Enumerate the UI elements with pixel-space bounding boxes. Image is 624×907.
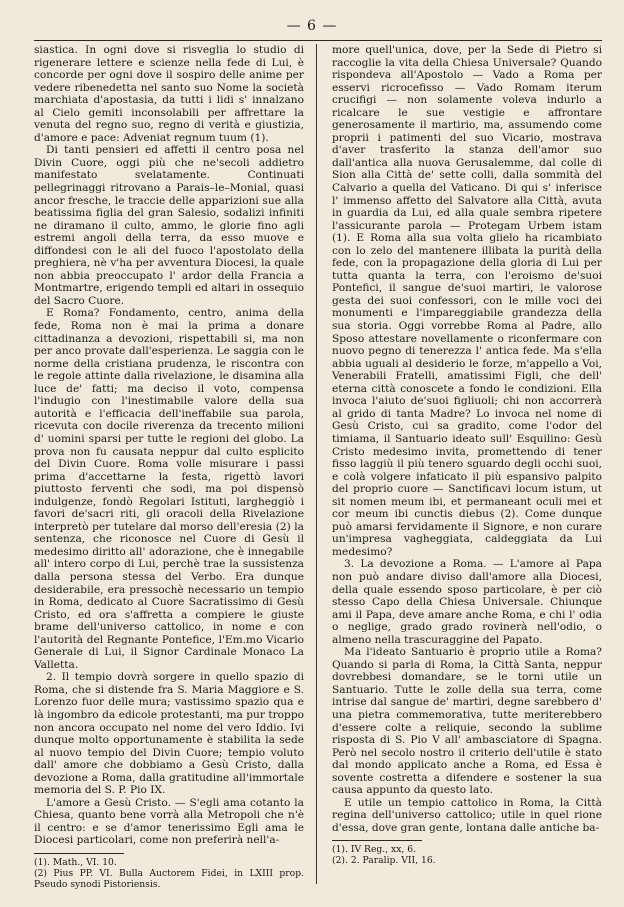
page-number: — 6 — (286, 18, 338, 34)
paragraph: E utile un tempio cattolico in Roma, la Città regina dell'universo cattolico; utile in quel rione d'essa, dove gran gente, lontana dalle antiche ba- (332, 796, 602, 834)
column-divider (316, 44, 317, 884)
paragraph: 3. La devozione a Roma. — L'amore al Papa non può andare diviso dall'amore alla Diocesi, della quale essendo sposo particolare, è per ciò stesso Capo della Chiesa Universale. Chiunque ami il Papa, deve amare anche Roma, e chi l' odia o neglige, grado grado rovinerà nell'odio, o almeno nella trascuraggine del Papato. (332, 558, 602, 646)
paragraph: E Roma? Fondamento, centro, anima della fede, Roma non è mai la prima a donare cittadinanza a devozioni, rispettabili si, ma non per anco provate dall'esperienza. Le saggia con le norme della cristiana prudenza, le riscontra con le regole attinte dalla rivelazione, le disamina alla luce de' fatti; ma deciso il voto, compensa l'indugio con l'inestimabile valore della sua autorità e l'efficacia dell'ineffabile sua parola, ricevuta con docile riverenza da trecento milioni d' uomini sparsi per tutte le regioni del globo. La prova non fu causata neppur dal culto esplicito del Divin Cuore. Roma volle misurare i passi prima d'accettarne la festa, rigettò lavori piuttosto ferventi che sodi, ma poi dispensò indulgenze, fondò Regolari Istituti, largheggiò i favori de'sacri riti, gli oracoli della Rivelazione interpretò per tutelare dal morso dell'eresia (2) la sentenza, che riconosce nel Cuore di Gesù il medesimo diritto all' adorazione, che è innegabile all' intero corpo di Lui, perchè trae la sussistenza dalla persona stessa del Verbo. Era dunque desiderabile, era pressochè necessario un tempio in Roma, dedicato al Cuore Sacratissimo di Gesù Cristo, ed ora s'affretta a compiere le giuste brame dell'universo cattolico, in nome e con l'autorità del Regnante Pontefice, l'Em.mo Vicario Generale di Lui, il Signor Cardinale Monaco La Valletta. (34, 307, 304, 671)
footnote-rule (332, 840, 422, 841)
paragraph: Ma l'ideato Santuario è proprio utile a Roma? Quando si parla di Roma, la Città Santa, neppur dovrebbesi domandare, se le torni utile un Santuario. Tutte le zolle della sua terra, come intrise dal sangue de' martiri, degne sarebbero d' una pietra commemorativa, tutte meriterebbero d'essere colte a reliquie, secondo la sublime risposta di S. Pio V all' ambasciatore di Spagna. Però nel secolo nostro il criterio dell'utile è stato dal mondo applicato anche a Roma, ed Essa è sovente costretta a difendere e sostener la sua causa appunto da questo lato. (332, 646, 602, 797)
paragraph: siastica. In ogni dove si risveglia lo studio di rigenerare lettere e scienze nella fede di Lui, è concorde per ogni dove il sospiro delle anime per vedere ribenedetta nel santo suo Nome la società marchiata d'apostasia, da tutti i lidi s' innalzano al Cielo gemiti inconsolabili per affrettare la venuta del regno suo, regno di verità e giustizia, d'amore e pace: Adveniat regnum tuum (1). (34, 44, 304, 144)
header-rule (34, 40, 602, 41)
paragraph: more quell'unica, dove, per la Sede di Pietro si raccoglie la vita della Chiesa Universale? Quando rispondeva all'Apostolo — Vado a Roma per esservi ricrocefisso — Vado Romam iterum crucifigi — non solamente voleva indurlo a ricalcare le sue vestigie e affrontare generosamente il martirio, ma, assumendo come proprii i patimenti del suo Vicario, mostrava d'aver trasferito la stanza dell'amor suo dall'antica alla nuova Gerusalemme, dal colle di Sion alla Città de' sette colli, dalla sommità del Calvario a quella del Vaticano. Di qui s' inferisce l' immenso affetto del Salvatore alla Città, avuta in guardia da Lui, ed alla quale sembra ripetere l'assicurante parola — Protegam Urbem istam (1). E Roma alla sua volta glielo ha ricambiato con lo zelo del mantenere illibata la purità della fede, con la propagazione della gloria di Lui per tutta quanta la terra, con l'eroismo de'suoi Pontefici, il sangue de'suoi martiri, le valorose gesta dei suoi confessori, con le mille voci dei monumenti e l'impareggiabile grandezza della sua storia. Oggi vorrebbe Roma al Padre, allo Sposo attestare novellamente o riconfermare con nuovo pegno di tenerezza l' antica fede. Ma s'ella abbia uguali al desiderio le forze, m'appello a Voi, Venerabili Fratelli, amatissimi Figli, che dell' eterna città conoscete a fondo le condizioni. Ella invoca l'aiuto de'suoi figliuoli; chi non accorrerà al grido di tanta Madre? Lo invoca nel nome di Gesù Cristo, cui sa gradito, come l'odor del timiama, il Santuario ideato sull' Esquilino: Gesù Cristo medesimo invita, promettendo di tener fisso laggiù il più tenero sguardo degli occhi suoi, e colà volgere infaticato il più espansivo palpito del proprio cuore — Sanctificavi locum istum, ut sit nomen meum ibi, et permaneant oculi mei et cor meum ibi cunctis diebus (2). Come dunque può amarsi fervidamente il Signore, e non curare un'impresa vagheggiata, caldeggiata da Lui medesimo? (332, 44, 602, 558)
footnote: (2) Pius PP. VI. Bulla Auctorem Fidei, in LXIII prop. Pseudo synodi Pistoriensis. (34, 868, 304, 890)
footnote: (2). 2. Paralip. VII, 16. (332, 855, 436, 867)
left-column (34, 44, 304, 900)
paragraph: L'amore a Gesù Cristo. — S'egli ama cotanto la Chiesa, quanto bene vorrà alla Metropoli che n'è il centro: e se d'amor tenerissimo Egli ama le Diocesi particolari, come non preferirà nell'a- (34, 796, 304, 847)
right-column (332, 44, 602, 900)
footnote: (1). IV Reg., xx, 6. (332, 844, 417, 856)
paragraph: Di tanti pensieri ed affetti il centro posa nel Divin Cuore, oggi più che ne'secoli addietro manifestato svelatamente. Continuati pellegrinaggi ritrovano a Parais–le–Monial, quasi ancor fresche, le traccie delle apparizioni sue alla beatissima figlia del gran Salesio, sodalizi infiniti ne diramano il culto, ammo, le glorie fino agli estremi angoli della terra, da esso muove e diffondesi con le ali del fuoco l'apostolato della preghiera, nè v'ha per avventura Diocesi, la quale non abbia preoccupato l' ardor della Francia a Montmartre, erigendo templi ed altari in ossequio del Sacro Cuore. (34, 144, 304, 307)
footnote: (1). Math., VI. 10. (34, 857, 117, 868)
footnote-rule (34, 853, 124, 854)
paragraph: 2. Il tempio dovrà sorgere in quello spazio di Roma, che si distende fra S. Maria Maggiore e S. Lorenzo fuor delle mura; vastissimo spazio qua e là ingombro da edicole protestanti, ma pur troppo non ancora occupato nel nome del vero Iddio. Ivi dunque molto opportunamente è stabilita la sede al nuovo tempio del Divin Cuore; tempio voluto dall' amore che dobbiamo a Gesù Cristo, dalla devozione a Roma, dalla gratitudine all'immortale memoria del S. P. Pio IX. (34, 671, 304, 797)
